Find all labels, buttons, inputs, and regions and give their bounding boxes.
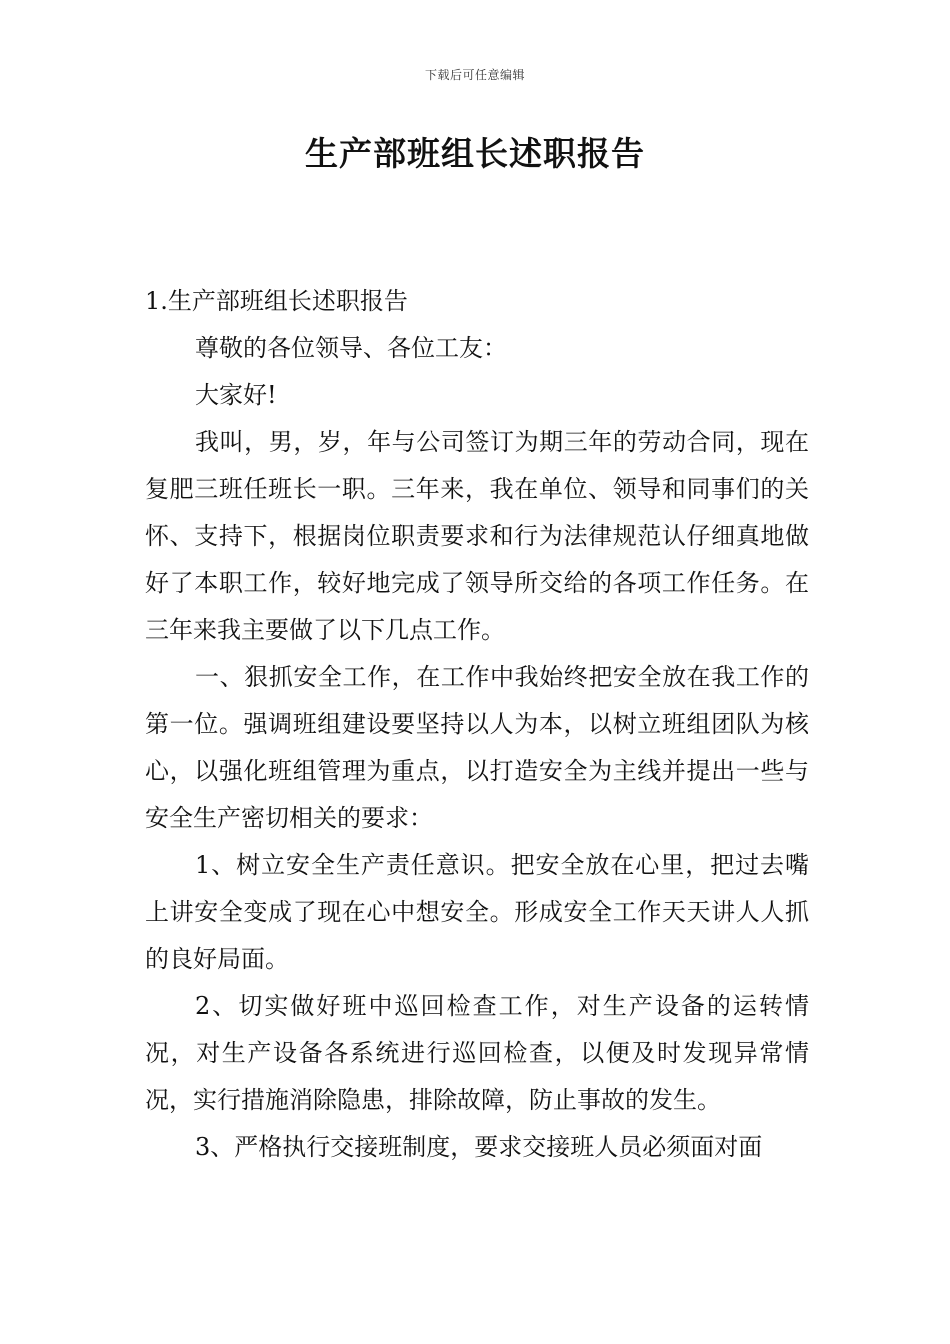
salutation: 尊敬的各位领导、各位工友：	[195, 334, 507, 362]
paragraph-intro: 我叫，男，岁，年与公司签订为期三年的劳动合同，现在复肥三班任班长一职。三年来，我在单位、领导和同事们的关怀、支持下，根据岗位职责要求和行为法律规范认仔细真地做好了本职工作，较好地完成了领导所交给的各项工作任务。在三年来我主要做了以下几点工作。	[145, 428, 809, 644]
section-heading: 1.生产部班组长述职报告	[145, 287, 408, 315]
list-item-3: 3、严格执行交接班制度，要求交接班人员必须面对面	[195, 1133, 763, 1161]
list-item-2: 2、切实做好班中巡回检查工作，对生产设备的运转情况，对生产设备各系统进行巡回检查，以便及时发现异常情况，实行措施消除隐患，排除故障，防止事故的发生。	[145, 992, 809, 1114]
page-title: 生产部班组长述职报告	[305, 134, 645, 173]
document-body	[145, 278, 809, 1171]
greeting: 大家好!	[195, 381, 277, 409]
paragraph-safety: 一、狠抓安全工作，在工作中我始终把安全放在我工作的第一位。强调班组建设要坚持以人为本，以树立班组团队为核心，以强化班组管理为重点，以打造安全为主线并提出一些与安全生产密切相关的要求：	[145, 663, 809, 832]
list-item-1: 1、树立安全生产责任意识。把安全放在心里，把过去嘴上讲安全变成了现在心中想安全。形成安全工作天天讲人人抓的良好局面。	[145, 851, 809, 973]
header-note: 下载后可任意编辑	[424, 68, 525, 82]
